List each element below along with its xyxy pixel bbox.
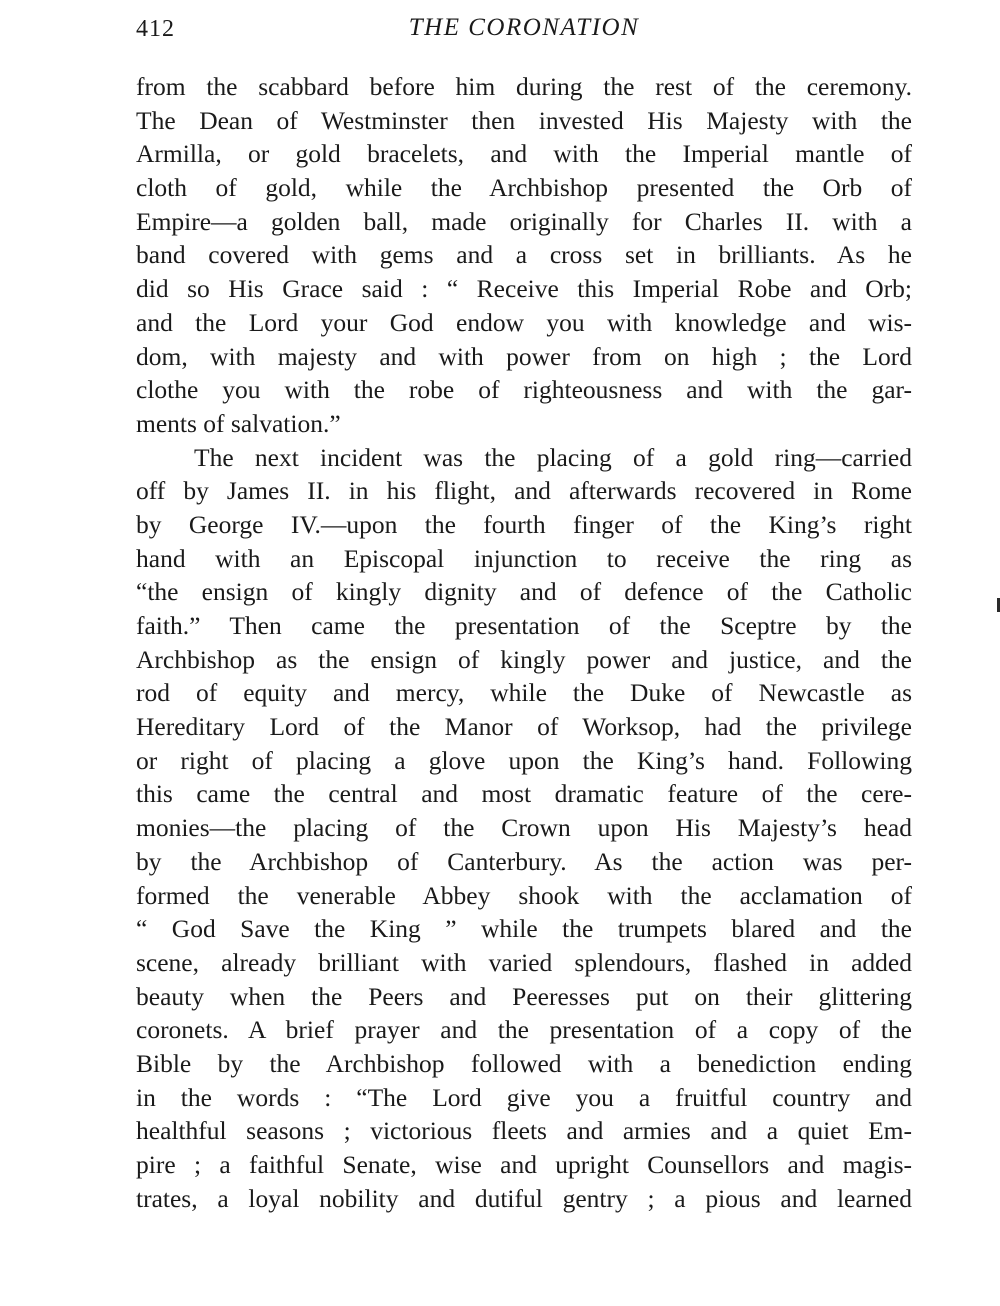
text-line: coronets. A brief prayer and the presentation of a copy of the: [136, 1015, 912, 1045]
text-line: ments of salvation.”: [136, 408, 341, 438]
text-line: and the Lord your God endow you with knowledge and wis-: [136, 307, 912, 337]
text-line: this came the central and most dramatic feature of the cere-: [136, 779, 912, 809]
text-line: Empire—a golden ball, made originally for Charles II. with a: [136, 206, 912, 236]
text-line: Hereditary Lord of the Manor of Worksop, had the privilege: [136, 712, 912, 742]
text-line: dom, with majesty and with power from on high ; the Lord: [136, 341, 912, 371]
page-number: 412: [136, 16, 175, 42]
text-line: healthful seasons ; victorious fleets and armies and a quiet Em-: [136, 1116, 912, 1146]
text-line: trates, a loyal nobility and dutiful gentry ; a pious and learned: [136, 1183, 912, 1213]
text-line: Armilla, or gold bracelets, and with the Imperial mantle of: [136, 139, 912, 169]
text-line: “the ensign of kingly dignity and of defence of the Catholic: [136, 577, 912, 607]
text-line: by the Archbishop of Canterbury. As the action was per-: [136, 846, 912, 876]
text-line: by George IV.—upon the fourth finger of the King’s right: [136, 509, 912, 539]
text-line: faith.” Then came the presentation of the Sceptre by the: [136, 611, 912, 640]
paragraph-1: [136, 70, 912, 441]
text-line: The Dean of Westminster then invested His Majesty with the: [136, 105, 912, 135]
paragraph-2: [136, 441, 912, 1216]
text-line: did so His Grace said : “ Receive this Imperial Robe and Orb;: [136, 274, 912, 304]
text-line: scene, already brilliant with varied splendours, flashed in added: [136, 947, 912, 977]
text-line: clothe you with the robe of righteousness and with the gar-: [136, 375, 912, 405]
text-line: Bible by the Archbishop followed with a benediction ending: [136, 1048, 912, 1078]
text-line: beauty when the Peers and Peeresses put on their glittering: [136, 981, 912, 1011]
text-line: rod of equity and mercy, while the Duke of Newcastle as: [136, 678, 912, 708]
text-line: hand with an Episcopal injunction to receive the ring as: [136, 543, 912, 573]
text-line: from the scabbard before him during the rest of the ceremony.: [136, 72, 912, 101]
text-line: monies—the placing of the Crown upon His Majesty’s head: [136, 813, 912, 843]
text-line: “ God Save the King ” while the trumpets blared and the: [136, 914, 912, 944]
text-line: in the words : “The Lord give you a fruitful country and: [136, 1082, 912, 1112]
text-line: Archbishop as the ensign of kingly power and justice, and the: [136, 644, 912, 674]
running-title: THE CORONATION: [408, 14, 640, 41]
text-line: band covered with gems and a cross set in brilliants. As he: [136, 240, 912, 270]
text-line: off by James II. in his flight, and afterwards recovered in Rome: [136, 476, 912, 506]
text-line: pire ; a faithful Senate, wise and upright Counsellors and magis-: [136, 1150, 912, 1179]
text-line: The next incident was the placing of a gold ring—carried: [194, 442, 912, 472]
page-header: [136, 14, 912, 48]
text-line: cloth of gold, while the Archbishop presented the Orb of: [136, 173, 912, 203]
text-line: or right of placing a glove upon the King’s hand. Following: [136, 745, 912, 775]
text-line: formed the venerable Abbey shook with the acclamation of: [136, 880, 912, 910]
body-text: [136, 70, 912, 1215]
